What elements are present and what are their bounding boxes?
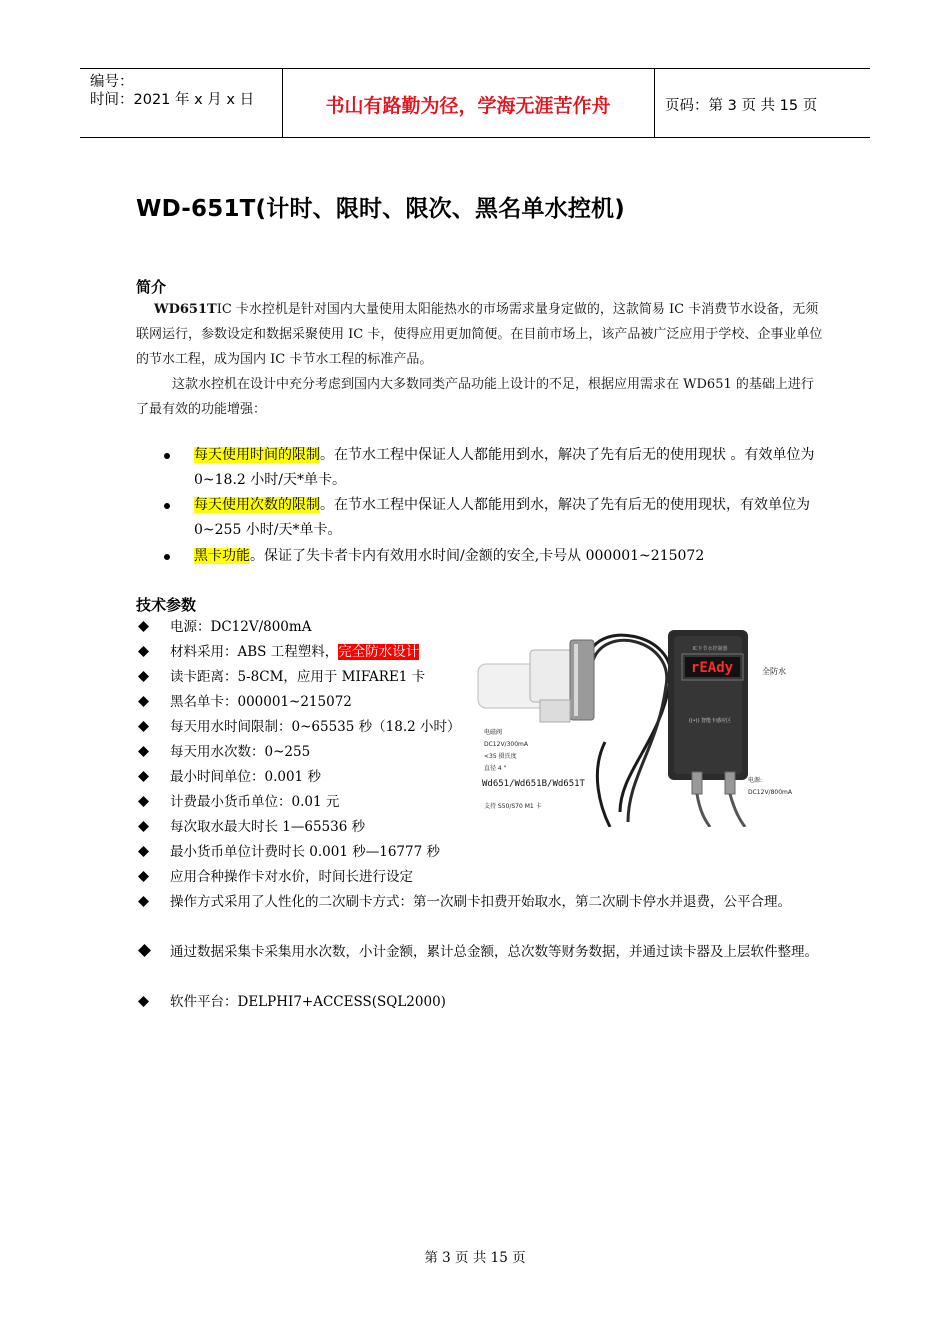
diamond-bullet-icon (138, 821, 149, 832)
spec-text: 计费最小货币单位：0.01 元 (170, 794, 340, 810)
device-sensor-label: ((•)) 智能卡感应区 (688, 718, 732, 724)
product-photo (470, 622, 815, 827)
diamond-bullet-icon (138, 896, 149, 907)
intro-model: WD651T (154, 302, 217, 317)
valve-label-4: 直径 4 " (484, 765, 507, 772)
spec-text: 黑名单卡：000001~215072 (170, 694, 352, 710)
spec-text: 应用合种操作卡对水价，时间长进行设定 (170, 869, 413, 885)
model-label: Wd651/Wd651B/Wd651T (482, 779, 585, 789)
feature-text: 。在节水工程中保证人人都能用到水，解决了先有后无的使用现状，有效单位为 0~255 小时/天*单卡。 (194, 497, 810, 538)
bullet-icon (164, 554, 170, 560)
diamond-bullet-icon (138, 996, 149, 1007)
header-page-label: 页码：第 3 页 共 15 页 (665, 98, 818, 114)
valve-label-3: <35 摄氏度 (484, 753, 517, 760)
feature-text: 。在节水工程中保证人人都能用到水，解决了先有后无的使用现状 。有效单位为 0~18.2 小时/天*单卡。 (194, 447, 815, 488)
diamond-bullet-icon (138, 721, 149, 732)
device-display-text: rEAdy (690, 660, 734, 676)
spec-text: 最小货币单位计费时长 0.001 秒—16777 秒 (170, 844, 440, 860)
diamond-bullet-icon (138, 696, 149, 707)
spec-text: 通过数据采集卡采集用水次数，小计金额，累计总金额，总次数等财务数据，并通过读卡器及上层软件整理。 (170, 944, 818, 960)
specs-heading: 技术参数 (136, 596, 197, 614)
header-divider (654, 69, 655, 137)
diamond-bullet-icon (138, 746, 149, 757)
diamond-bullet-icon (138, 871, 149, 882)
waterproof-highlight: 完全防水设计 (338, 644, 420, 660)
feature-text: 。保证了失卡者卡内有效用水时间/金额的安全,卡号从 000001~215072 (250, 548, 705, 564)
spec-text: 每天用水次数：0~255 (170, 744, 311, 760)
diamond-bullet-icon (138, 671, 149, 682)
spec-text: 电源：DC12V/800mA (170, 619, 312, 635)
support-label: 支持 S50/S70 M1 卡 (484, 803, 542, 810)
valve-label-1: 电磁阀 (484, 729, 503, 736)
diamond-bullet-icon (138, 646, 149, 657)
diamond-bullet-icon (138, 771, 149, 782)
diamond-bullet-icon (138, 944, 151, 957)
spec-text: 每天用水时间限制：0~65535 秒（18.2 小时） (170, 719, 461, 735)
bullet-icon (164, 503, 170, 509)
feature-highlight: 黑卡功能 (194, 548, 250, 564)
header-motto: 书山有路勤为径，学海无涯苦作舟 (325, 95, 611, 117)
intro-heading: 简介 (136, 278, 167, 296)
header-table (80, 68, 870, 138)
header-left (90, 73, 254, 109)
date-label: 时间：2021 年 x 月 x 日 (90, 92, 255, 108)
spec-text: 读卡距离：5-8CM，应用于 MIFARE1 卡 (170, 669, 426, 685)
spec-text: 操作方式采用了人性化的二次刷卡方式：第一次刷卡扣费开始取水，第二次刷卡停水并退费，公平合理。 (170, 894, 791, 910)
power-label-2: DC12V/800mA (748, 789, 792, 796)
diamond-bullet-icon (138, 621, 149, 632)
intro-paragraph-1 (136, 297, 826, 372)
spec-text: 软件平台：DELPHI7+ACCESS(SQL2000) (170, 994, 446, 1010)
power-label-1: 电源: (748, 777, 763, 784)
diamond-bullet-icon (138, 846, 149, 857)
diamond-bullet-icon (138, 796, 149, 807)
spec-text: 每次取水最大时长 1—65536 秒 (170, 819, 366, 835)
bullet-icon (164, 453, 170, 459)
spec-text: 最小时间单位：0.001 秒 (170, 769, 321, 785)
spec-text: 材料采用：ABS 工程塑料， (170, 644, 339, 660)
device-top-label: IC卡节水控制器 (692, 646, 728, 652)
page-footer: 第 3 页 共 15 页 (424, 1250, 526, 1266)
feature-highlight: 每天使用时间的限制 (194, 447, 320, 463)
intro-paragraph-2 (136, 372, 826, 422)
number-label: 编号： (90, 74, 134, 90)
intro-text: IC 卡水控机是针对国内大量使用太阳能热水的市场需求量身定做的，这款简易 IC 卡消费节水设备，无须联网运行，参数设定和数据采聚使用 IC 卡，使得应用更加简便。在目前市场上，该产品被广泛应用于学校、企事业单位的节水工程，成为国内 IC 卡节水工程的标准产品。 (136, 302, 823, 367)
valve-label-2: DC12V/300mA (484, 741, 528, 748)
device-waterproof-label: 全防水 (762, 667, 786, 676)
document-title: WD-651T(计时、限时、限次、黑名单水控机) (136, 196, 625, 222)
feature-highlight: 每天使用次数的限制 (194, 497, 320, 513)
intro-text-2: 这款水控机在设计中充分考虑到国内大多数同类产品功能上设计的不足，根据应用需求在 WD651 的基础上进行了最有效的功能增强： (136, 377, 814, 417)
